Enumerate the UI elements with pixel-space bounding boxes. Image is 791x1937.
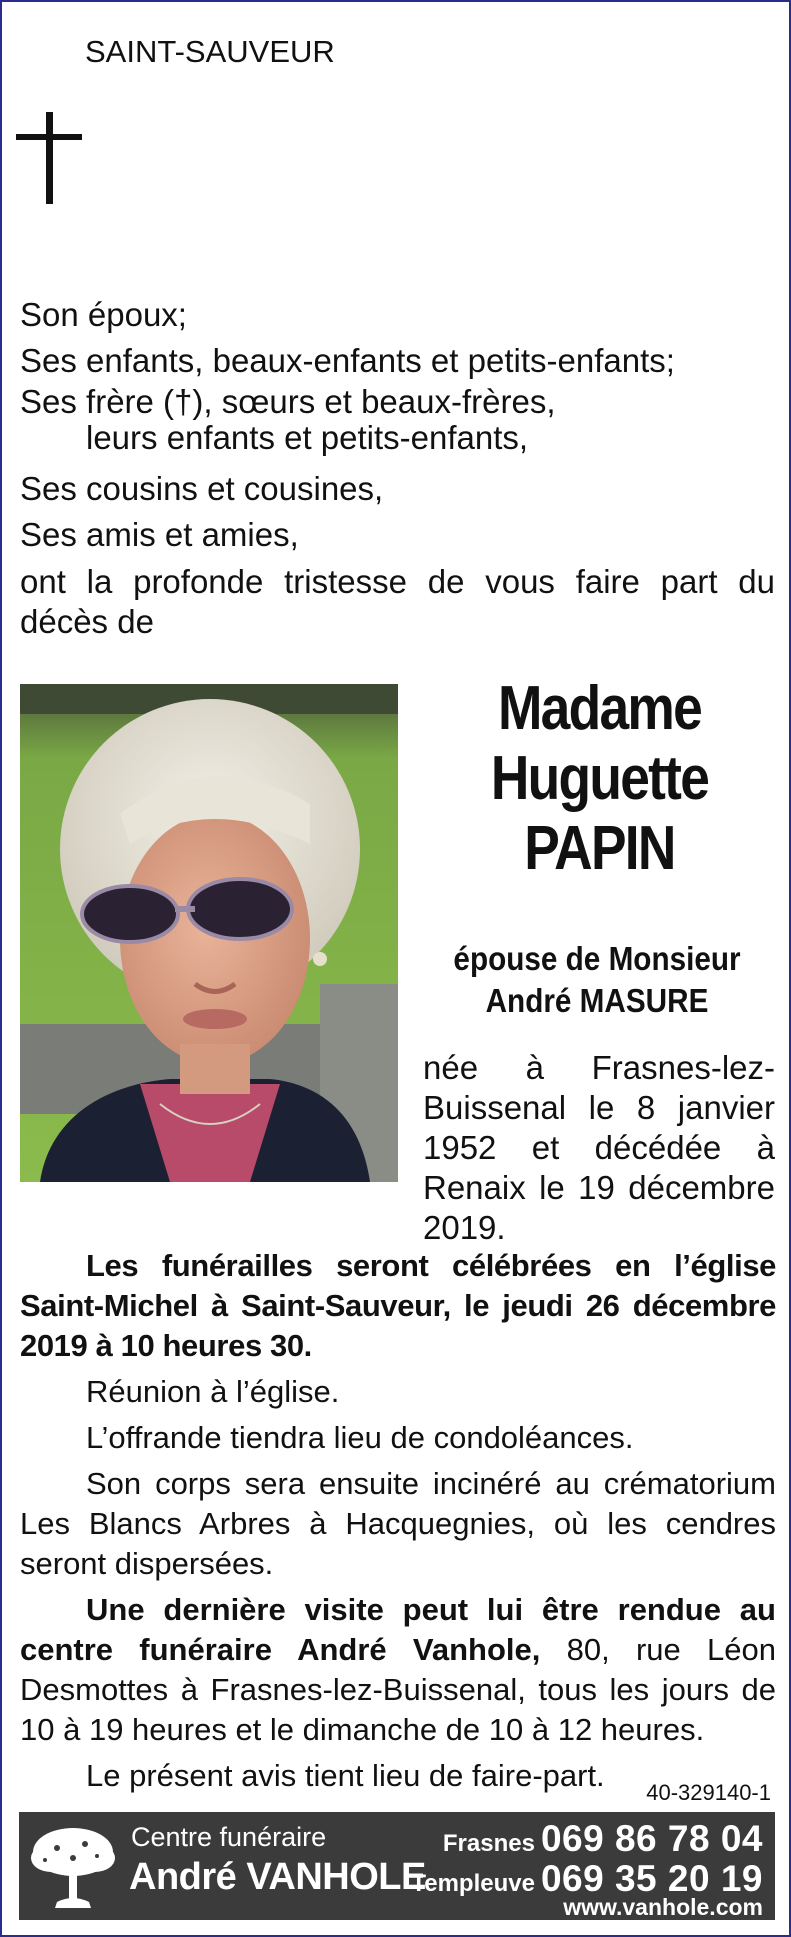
reference-number: 40-329140-1 bbox=[646, 1780, 771, 1805]
tree-icon bbox=[27, 1818, 119, 1914]
spouse-name: André MASURE bbox=[485, 982, 709, 1019]
family-line: Ses frère (†), sœurs et beaux-frères, bbox=[20, 383, 556, 420]
website-link[interactable]: www.vanhole.com bbox=[563, 1894, 763, 1920]
company-subtitle: Centre funéraire bbox=[131, 1822, 327, 1852]
cross-icon bbox=[16, 112, 86, 204]
deceased-title: Madame bbox=[497, 674, 702, 743]
visit-bold-text: Une dernière visite peut lui être rendue au centre funéraire André Vanhole, bbox=[20, 1592, 776, 1667]
visit-text bbox=[20, 1590, 776, 1750]
family-list bbox=[20, 292, 775, 642]
spouse-info bbox=[431, 938, 764, 1022]
offering-text: L’offrande tiendra lieu de condoléances. bbox=[86, 1420, 634, 1455]
birth-death-details: née à Frasnes-lez-Buissenal le 8 janvier 1952 et décédée à Renaix le 19 décembre 2019. bbox=[423, 1049, 775, 1246]
phone-number: 069 35 20 19 bbox=[540, 1858, 763, 1899]
funeral-details bbox=[20, 1246, 776, 1802]
family-line: Ses enfants, beaux-enfants et petits-enfants; bbox=[20, 342, 675, 379]
family-line: leurs enfants et petits-enfants, bbox=[86, 419, 529, 456]
family-line: Ses amis et amies, bbox=[20, 516, 299, 553]
family-line: Son époux; bbox=[20, 296, 187, 333]
city-label: Frasnes bbox=[442, 1830, 535, 1857]
reunion-text: Réunion à l’église. bbox=[86, 1374, 340, 1409]
cremation-text: Son corps sera ensuite incinéré au crématorium Les Blancs Arbres à Hacquegnies, où les cendres seront dispersées. bbox=[20, 1466, 776, 1581]
visit-address-text: 80, rue Léon Desmottes à Frasnes-lez-Buissenal, tous les jours de 10 à 19 heures et le dimanche de 10 à 12 heures. bbox=[20, 1632, 777, 1747]
funeral-home-banner bbox=[19, 1812, 775, 1920]
company-name: André VANHOLE bbox=[129, 1856, 426, 1898]
phone-number: 069 86 78 04 bbox=[540, 1818, 763, 1859]
city-label: Templeuve bbox=[411, 1870, 535, 1897]
portrait-photo bbox=[20, 684, 398, 1182]
deceased-last-name: PAPIN bbox=[524, 814, 675, 883]
spouse-line: épouse de Monsieur bbox=[453, 940, 741, 977]
deceased-first-name: Huguette bbox=[490, 744, 709, 813]
deceased-name bbox=[447, 674, 752, 884]
town-heading: SAINT-SAUVEUR bbox=[85, 34, 335, 69]
closing-text: Le présent avis tient lieu de faire-part. bbox=[86, 1758, 605, 1793]
phone-row-frasnes bbox=[443, 1818, 763, 1860]
announcement-text: ont la profonde tristesse de vous faire part du décès de bbox=[20, 563, 775, 640]
funeral-ceremony-text: Les funérailles seront célébrées en l’église Saint-Michel à Saint-Sauveur, le jeudi 26 décembre 2019 à 10 heures 30. bbox=[20, 1248, 776, 1363]
family-line: Ses cousins et cousines, bbox=[20, 470, 384, 507]
